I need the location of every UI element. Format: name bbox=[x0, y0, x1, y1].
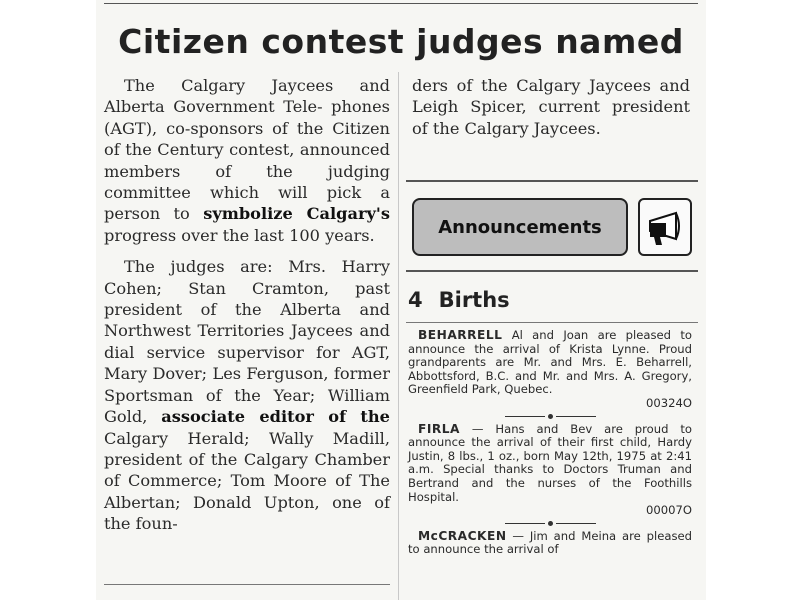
birth-notice bbox=[408, 423, 692, 518]
para1-bold-text: symbolize Calgary's bbox=[203, 204, 390, 224]
newspaper-clipping bbox=[96, 0, 706, 600]
para1-line: of the judging committee bbox=[104, 161, 390, 203]
announcements-bottom-rule bbox=[406, 270, 698, 272]
notice-name: BEHARRELL bbox=[418, 328, 503, 342]
births-title: Births bbox=[438, 288, 510, 312]
article-continued-text: ders of the Calgary Jaycees and Leigh Spicer, current president of the Calgary Jaycees. bbox=[412, 76, 690, 138]
horn-icon-box bbox=[638, 198, 692, 256]
article-paragraph-1 bbox=[104, 75, 390, 246]
notice-text: — Hans and Bev are proud to announce the arrival of their first child, Hardy Justin, 8 lbs., 1 oz., born May 12th, 1975 at 2:41 a.m. Special thanks to Doctors Truman and Bertrand and the nurses of the Foothills Hospital. bbox=[408, 421, 692, 504]
article-paragraph-2 bbox=[104, 256, 390, 534]
birth-notice bbox=[408, 329, 692, 411]
headline: Citizen contest judges named bbox=[118, 22, 684, 61]
article-right-column bbox=[412, 75, 690, 139]
notice-text: Al and Joan are pleased to announce the arrival of Krista Lynne. Proud grandparents are Mr. and Mrs. E. Beharrell, Abbottsford, B.C. and Mr. and Mrs. A. Gregory, Greenfield Park, Quebec. bbox=[408, 328, 692, 397]
births-rule bbox=[406, 322, 698, 323]
para2-text-b: Calgary Herald; Wally Madill, president of the Calgary Chamber of Commerce; Tom Moore of The Albertan; Donald Upton, one of the foun- bbox=[104, 428, 390, 534]
section-rule bbox=[406, 180, 698, 182]
column-divider bbox=[398, 72, 399, 600]
left-column-bottom-rule bbox=[104, 584, 390, 585]
para1-line: which will pick a person to bbox=[104, 183, 390, 224]
para2-bold-text: associate editor of the bbox=[161, 407, 390, 427]
top-rule bbox=[104, 3, 698, 4]
para1-line: The Calgary Jaycees and bbox=[124, 76, 390, 95]
notice-name: McCRACKEN bbox=[418, 528, 507, 543]
horn-icon bbox=[646, 209, 686, 247]
para1-line: contest, announced members bbox=[104, 140, 390, 181]
notice-ref: 00007O bbox=[645, 503, 692, 518]
article-left-column bbox=[104, 75, 390, 535]
announcements-banner: Announcements bbox=[412, 198, 628, 256]
para1-line: Alberta Government Tele- bbox=[104, 97, 323, 117]
birth-notices bbox=[408, 329, 692, 557]
births-section-number: 4 bbox=[408, 288, 423, 312]
births-heading bbox=[408, 288, 510, 312]
notice-ref: 00324O bbox=[645, 395, 692, 410]
para2-text-a: The judges are: Mrs. Harry Cohen; Stan Cramton, past president of the Alberta and Northwest Territories Jaycees and dial service supervisor for AGT, Mary Dover; Les Ferguson, former Sportsman of the Year; William Gold, bbox=[104, 257, 390, 427]
birth-notice bbox=[408, 530, 692, 557]
para1-line: phones (AGT), co-sponsors of bbox=[104, 97, 390, 138]
para1-tail: progress over the last 100 years. bbox=[104, 225, 375, 245]
para1-line: the Citizen of the Century bbox=[104, 118, 390, 160]
notice-text: — Jim and Meina are pleased to announce the arrival of bbox=[408, 528, 692, 557]
notice-name: FIRLA bbox=[418, 421, 460, 436]
